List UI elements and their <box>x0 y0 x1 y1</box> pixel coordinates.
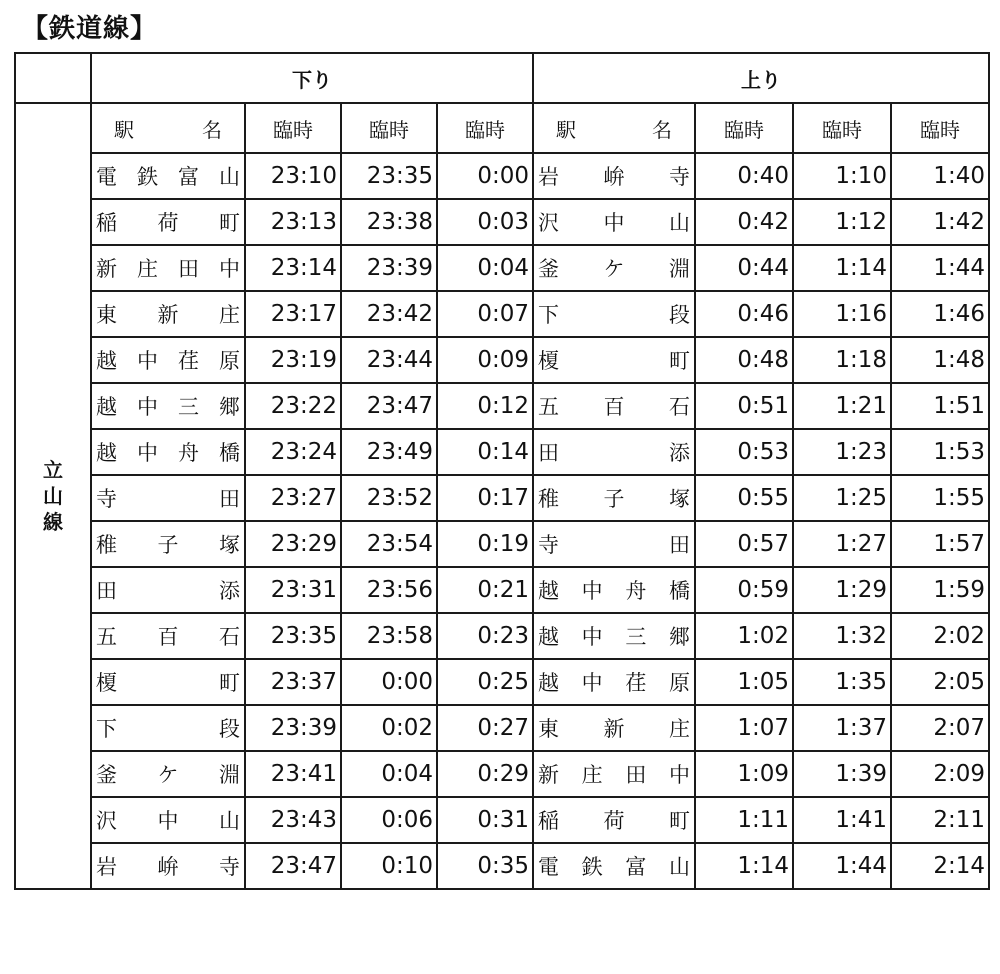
down-departure-time: 23:17 <box>245 291 341 337</box>
station-char: 段 <box>669 303 690 327</box>
station-char: 稲 <box>538 809 559 833</box>
station-char: 新 <box>157 303 179 327</box>
table-row <box>15 383 989 429</box>
down-direction-header: 下り <box>91 53 533 103</box>
station-char: 五 <box>96 625 117 649</box>
station-char: 田 <box>625 763 647 787</box>
station-char: 五 <box>538 395 559 419</box>
station-char: 稲 <box>96 211 117 235</box>
down-departure-time: 0:23 <box>437 613 533 659</box>
station-char: 百 <box>603 395 625 419</box>
down-departure-time: 23:29 <box>245 521 341 567</box>
up-departure-time: 1:46 <box>891 291 989 337</box>
down-departure-time: 0:04 <box>437 245 533 291</box>
down-departure-time: 0:07 <box>437 291 533 337</box>
station-char: 原 <box>668 671 690 695</box>
up-station-name <box>533 475 695 521</box>
up-departure-time: 1:44 <box>793 843 891 889</box>
down-station-name <box>91 429 245 475</box>
down-departure-time: 0:09 <box>437 337 533 383</box>
station-char: 中 <box>157 809 179 833</box>
station-char: 沢 <box>538 211 559 235</box>
station-char: 百 <box>157 625 179 649</box>
up-departure-time: 1:44 <box>891 245 989 291</box>
station-char: 中 <box>668 763 690 787</box>
station-char: 町 <box>219 671 240 695</box>
line-name-char: 山 <box>43 484 63 508</box>
up-station-name <box>533 383 695 429</box>
up-departure-time: 0:44 <box>695 245 793 291</box>
down-station-name <box>91 843 245 889</box>
down-departure-time: 0:21 <box>437 567 533 613</box>
station-char: 三 <box>178 395 199 419</box>
down-station-name <box>91 659 245 705</box>
station-char: 榎 <box>538 349 559 373</box>
station-char: 中 <box>581 671 603 695</box>
station-char: 塚 <box>669 487 690 511</box>
station-char: 町 <box>669 809 690 833</box>
up-departure-time: 2:02 <box>891 613 989 659</box>
station-char: 原 <box>219 349 240 373</box>
station-char: 添 <box>669 441 690 465</box>
station-char: 中 <box>581 579 603 603</box>
station-char: 稚 <box>538 487 559 511</box>
up-station-name <box>533 429 695 475</box>
station-char: 庄 <box>137 257 158 281</box>
down-departure-time: 0:31 <box>437 797 533 843</box>
station-char: 子 <box>157 533 179 557</box>
station-char: 釜 <box>538 257 559 281</box>
down-departure-time: 23:58 <box>341 613 437 659</box>
station-char: 中 <box>219 257 240 281</box>
up-time-header: 臨時 <box>793 103 891 153</box>
down-departure-time: 0:25 <box>437 659 533 705</box>
table-row <box>15 521 989 567</box>
up-departure-time: 1:05 <box>695 659 793 705</box>
up-station-header: 駅 名 <box>533 103 695 153</box>
station-char: 鉄 <box>137 165 158 189</box>
station-char: 子 <box>603 487 625 511</box>
station-char: 淵 <box>219 763 240 787</box>
station-char: 寺 <box>669 165 690 189</box>
up-departure-time: 0:59 <box>695 567 793 613</box>
down-departure-time: 0:27 <box>437 705 533 751</box>
down-station-name <box>91 751 245 797</box>
down-departure-time: 23:24 <box>245 429 341 475</box>
up-departure-time: 1:18 <box>793 337 891 383</box>
station-char: 下 <box>96 717 117 741</box>
down-departure-time: 23:41 <box>245 751 341 797</box>
station-char: ケ <box>157 763 179 787</box>
station-char: 庄 <box>219 303 240 327</box>
table-row <box>15 659 989 705</box>
down-departure-time: 23:43 <box>245 797 341 843</box>
station-char: 稚 <box>96 533 117 557</box>
station-char: 山 <box>219 809 240 833</box>
down-departure-time: 0:17 <box>437 475 533 521</box>
up-departure-time: 1:37 <box>793 705 891 751</box>
station-char: 越 <box>96 349 117 373</box>
up-departure-time: 2:11 <box>891 797 989 843</box>
station-char: 田 <box>219 487 240 511</box>
station-char: 段 <box>219 717 240 741</box>
station-char: 田 <box>178 257 199 281</box>
down-departure-time: 23:44 <box>341 337 437 383</box>
down-departure-time: 0:02 <box>341 705 437 751</box>
station-char: 岩 <box>538 165 559 189</box>
station-char: 荷 <box>157 211 179 235</box>
table-row <box>15 751 989 797</box>
up-departure-time: 0:57 <box>695 521 793 567</box>
up-station-name <box>533 843 695 889</box>
down-station-name <box>91 521 245 567</box>
table-row <box>15 567 989 613</box>
up-departure-time: 0:55 <box>695 475 793 521</box>
column-header-row <box>15 103 989 153</box>
station-char: 荏 <box>178 349 199 373</box>
table-row <box>15 843 989 889</box>
down-time-header: 臨時 <box>437 103 533 153</box>
up-departure-time: 1:14 <box>695 843 793 889</box>
down-departure-time: 23:47 <box>341 383 437 429</box>
timetable <box>14 52 990 890</box>
up-station-name <box>533 521 695 567</box>
down-departure-time: 23:14 <box>245 245 341 291</box>
up-departure-time: 1:57 <box>891 521 989 567</box>
down-departure-time: 23:35 <box>245 613 341 659</box>
up-departure-time: 1:39 <box>793 751 891 797</box>
down-departure-time: 23:54 <box>341 521 437 567</box>
up-departure-time: 1:40 <box>891 153 989 199</box>
station-char: 寺 <box>219 855 240 879</box>
table-row <box>15 475 989 521</box>
station-char: 中 <box>581 625 603 649</box>
line-name-char: 線 <box>43 510 63 534</box>
up-station-name <box>533 659 695 705</box>
station-char: 榎 <box>96 671 117 695</box>
down-departure-time: 23:49 <box>341 429 437 475</box>
up-departure-time: 2:09 <box>891 751 989 797</box>
up-station-name <box>533 337 695 383</box>
up-departure-time: 1:21 <box>793 383 891 429</box>
up-departure-time: 1:48 <box>891 337 989 383</box>
station-char: 田 <box>96 579 117 603</box>
station-char: 中 <box>137 441 158 465</box>
up-departure-time: 1:23 <box>793 429 891 475</box>
up-departure-time: 1:11 <box>695 797 793 843</box>
down-station-name <box>91 383 245 429</box>
down-departure-time: 0:03 <box>437 199 533 245</box>
line-name-char: 立 <box>43 458 63 482</box>
down-station-name <box>91 153 245 199</box>
station-char: 中 <box>137 349 158 373</box>
table-row <box>15 337 989 383</box>
down-departure-time: 23:22 <box>245 383 341 429</box>
down-departure-time: 23:52 <box>341 475 437 521</box>
down-station-name <box>91 475 245 521</box>
table-row <box>15 199 989 245</box>
down-departure-time: 0:14 <box>437 429 533 475</box>
up-time-header: 臨時 <box>695 103 793 153</box>
up-departure-time: 0:53 <box>695 429 793 475</box>
up-departure-time: 0:51 <box>695 383 793 429</box>
up-departure-time: 1:25 <box>793 475 891 521</box>
down-departure-time: 23:38 <box>341 199 437 245</box>
station-char: 荏 <box>625 671 647 695</box>
down-departure-time: 23:47 <box>245 843 341 889</box>
station-char: 石 <box>219 625 240 649</box>
up-departure-time: 1:02 <box>695 613 793 659</box>
down-departure-time: 23:19 <box>245 337 341 383</box>
station-char: 越 <box>538 671 559 695</box>
down-station-name <box>91 199 245 245</box>
up-station-name <box>533 797 695 843</box>
up-departure-time: 1:27 <box>793 521 891 567</box>
corner-cell <box>15 53 91 103</box>
station-char: 橋 <box>219 441 240 465</box>
station-char: 沢 <box>96 809 117 833</box>
up-time-header: 臨時 <box>891 103 989 153</box>
station-char: 町 <box>219 211 240 235</box>
station-char: 舟 <box>178 441 199 465</box>
station-char: 富 <box>625 855 647 879</box>
station-char: 越 <box>538 579 559 603</box>
station-char: 添 <box>219 579 240 603</box>
station-char: 岩 <box>96 855 117 879</box>
down-station-name <box>91 797 245 843</box>
station-char: 中 <box>137 395 158 419</box>
up-station-name <box>533 613 695 659</box>
up-departure-time: 1:29 <box>793 567 891 613</box>
station-char: 山 <box>219 165 240 189</box>
up-departure-time: 1:16 <box>793 291 891 337</box>
down-departure-time: 23:37 <box>245 659 341 705</box>
up-station-name <box>533 245 695 291</box>
station-char: 山 <box>669 211 690 235</box>
station-char: 越 <box>96 395 117 419</box>
station-char: 東 <box>96 303 117 327</box>
station-char: 町 <box>669 349 690 373</box>
up-departure-time: 2:05 <box>891 659 989 705</box>
up-departure-time: 0:42 <box>695 199 793 245</box>
up-departure-time: 1:10 <box>793 153 891 199</box>
station-char: 田 <box>538 441 559 465</box>
station-char: 郷 <box>219 395 240 419</box>
down-time-header: 臨時 <box>245 103 341 153</box>
down-departure-time: 23:27 <box>245 475 341 521</box>
table-row <box>15 153 989 199</box>
station-char: 東 <box>538 717 559 741</box>
down-departure-time: 23:35 <box>341 153 437 199</box>
line-name-label <box>15 103 91 889</box>
down-station-name <box>91 567 245 613</box>
station-char: 電 <box>96 165 117 189</box>
up-direction-header: 上り <box>533 53 989 103</box>
direction-header-row <box>15 53 989 103</box>
down-departure-time: 23:31 <box>245 567 341 613</box>
down-station-name <box>91 291 245 337</box>
down-departure-time: 0:04 <box>341 751 437 797</box>
station-char: 塚 <box>219 533 240 557</box>
up-departure-time: 1:32 <box>793 613 891 659</box>
down-departure-time: 23:56 <box>341 567 437 613</box>
table-row <box>15 291 989 337</box>
down-station-name <box>91 613 245 659</box>
station-char: 寺 <box>538 533 559 557</box>
up-departure-time: 0:48 <box>695 337 793 383</box>
down-departure-time: 0:29 <box>437 751 533 797</box>
table-row <box>15 429 989 475</box>
down-time-header: 臨時 <box>341 103 437 153</box>
table-row <box>15 613 989 659</box>
up-departure-time: 1:42 <box>891 199 989 245</box>
station-char: 三 <box>625 625 647 649</box>
station-char: 峅 <box>157 855 179 879</box>
station-char: 庄 <box>669 717 690 741</box>
station-char: 郷 <box>668 625 690 649</box>
station-char: 電 <box>538 855 559 879</box>
station-char: 橋 <box>668 579 690 603</box>
station-char: 山 <box>668 855 690 879</box>
station-char: 峅 <box>603 165 625 189</box>
station-char: 田 <box>669 533 690 557</box>
up-departure-time: 1:09 <box>695 751 793 797</box>
up-departure-time: 1:41 <box>793 797 891 843</box>
down-station-name <box>91 705 245 751</box>
up-station-name <box>533 567 695 613</box>
station-char: 寺 <box>96 487 117 511</box>
table-row <box>15 245 989 291</box>
down-departure-time: 0:12 <box>437 383 533 429</box>
up-departure-time: 1:07 <box>695 705 793 751</box>
station-char: 越 <box>538 625 559 649</box>
down-departure-time: 0:00 <box>437 153 533 199</box>
station-char: 新 <box>96 257 117 281</box>
down-departure-time: 0:06 <box>341 797 437 843</box>
station-char: ケ <box>603 257 625 281</box>
up-departure-time: 0:40 <box>695 153 793 199</box>
down-departure-time: 0:35 <box>437 843 533 889</box>
up-departure-time: 1:59 <box>891 567 989 613</box>
up-departure-time: 1:14 <box>793 245 891 291</box>
down-station-name <box>91 245 245 291</box>
up-departure-time: 2:07 <box>891 705 989 751</box>
down-departure-time: 23:10 <box>245 153 341 199</box>
station-char: 舟 <box>625 579 647 603</box>
station-char: 釜 <box>96 763 117 787</box>
down-departure-time: 0:19 <box>437 521 533 567</box>
station-char: 庄 <box>581 763 603 787</box>
down-departure-time: 23:39 <box>341 245 437 291</box>
up-departure-time: 1:53 <box>891 429 989 475</box>
station-char: 石 <box>669 395 690 419</box>
up-departure-time: 0:46 <box>695 291 793 337</box>
station-char: 中 <box>603 211 625 235</box>
up-departure-time: 1:35 <box>793 659 891 705</box>
station-char: 下 <box>538 303 559 327</box>
up-station-name <box>533 199 695 245</box>
station-char: 越 <box>96 441 117 465</box>
down-departure-time: 0:10 <box>341 843 437 889</box>
up-station-name <box>533 153 695 199</box>
station-char: 鉄 <box>581 855 603 879</box>
station-char: 荷 <box>603 809 625 833</box>
down-station-name <box>91 337 245 383</box>
station-char: 新 <box>603 717 625 741</box>
table-row <box>15 705 989 751</box>
station-char: 新 <box>538 763 559 787</box>
up-station-name <box>533 751 695 797</box>
station-char: 富 <box>178 165 199 189</box>
down-departure-time: 23:39 <box>245 705 341 751</box>
table-row <box>15 797 989 843</box>
station-char: 淵 <box>669 257 690 281</box>
down-departure-time: 23:13 <box>245 199 341 245</box>
up-departure-time: 2:14 <box>891 843 989 889</box>
up-station-name <box>533 705 695 751</box>
down-station-header: 駅 名 <box>91 103 245 153</box>
down-departure-time: 23:42 <box>341 291 437 337</box>
up-departure-time: 1:12 <box>793 199 891 245</box>
page-title: 【鉄道線】 <box>22 14 158 44</box>
up-station-name <box>533 291 695 337</box>
up-departure-time: 1:55 <box>891 475 989 521</box>
up-departure-time: 1:51 <box>891 383 989 429</box>
down-departure-time: 0:00 <box>341 659 437 705</box>
